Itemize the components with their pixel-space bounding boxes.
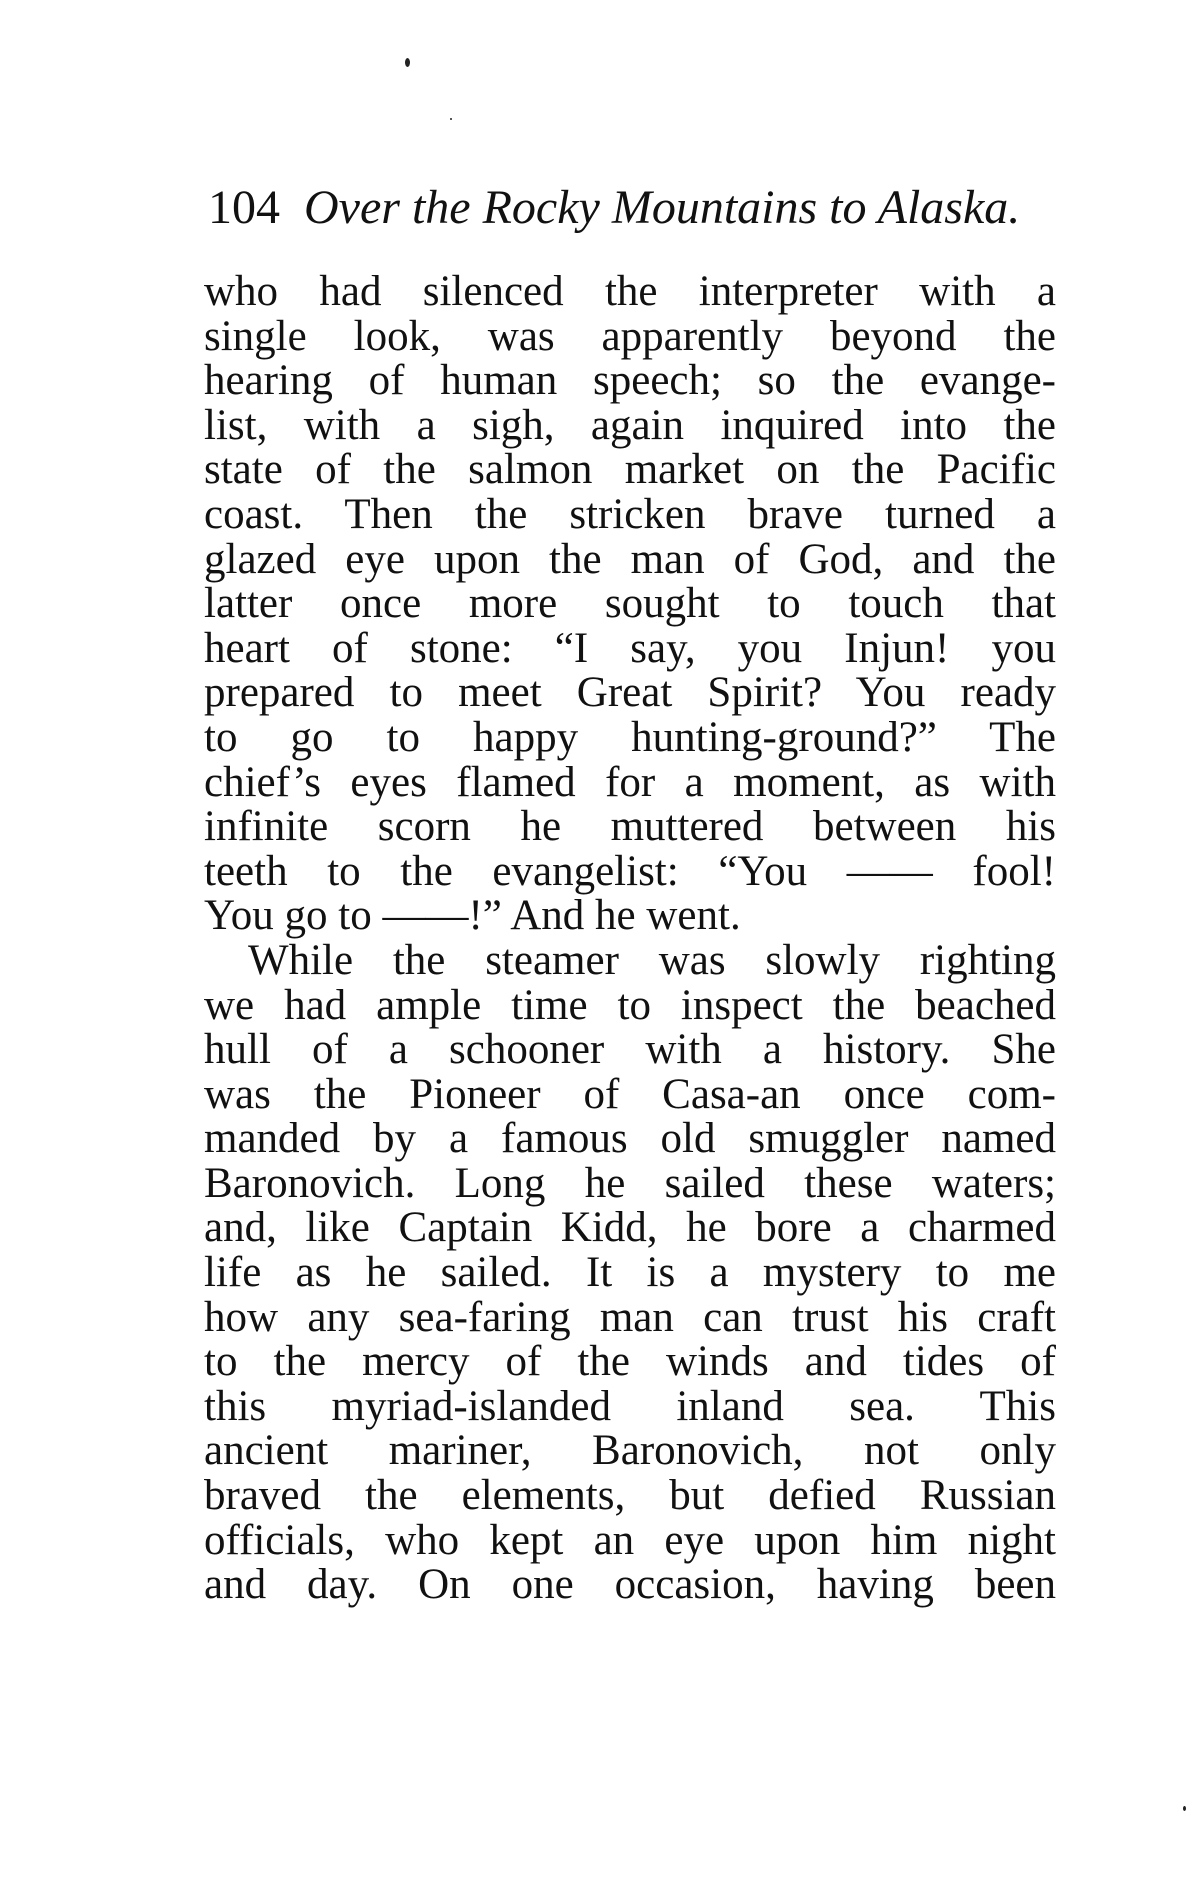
text-line: chief’s eyes flamed for a moment, as with	[204, 758, 1056, 806]
paragraph	[204, 936, 1056, 1609]
text-line: braved the elements, but defied Russian	[204, 1472, 1056, 1520]
text-line: heart of stone: “I say, you Injun! you	[204, 624, 1056, 672]
text-line: who had silenced the interpreter with a	[204, 268, 1056, 315]
text-line: to go to happy hunting-ground?” The	[204, 713, 1056, 761]
running-title: Over the Rocky Mountains to Alaska.	[304, 181, 1021, 234]
text-line: infinite scorn he muttered between his	[204, 803, 1056, 851]
text-line: we had ample time to inspect the beached	[204, 981, 1056, 1029]
text-line: teeth to the evangelist: “You —— fool!	[204, 847, 1056, 895]
print-speck	[405, 58, 410, 67]
text-line: While the steamer was slowly righting	[248, 936, 1056, 984]
text-line: ancient mariner, Baronovich, not only	[204, 1427, 1056, 1475]
print-speck	[1183, 1806, 1186, 1811]
text-line: You go to ——!” And he went.	[204, 892, 741, 940]
text-line: and, like Captain Kidd, he bore a charmed	[204, 1204, 1056, 1252]
text-line: hearing of human speech; so the evange-	[204, 357, 1056, 405]
text-line: to the mercy of the winds and tides of	[204, 1338, 1056, 1386]
text-line: Baronovich. Long he sailed these waters;	[204, 1159, 1056, 1207]
body-text	[204, 270, 1056, 1608]
text-line: hull of a schooner with a history. She	[204, 1026, 1056, 1074]
text-line: latter once more sought to touch that	[204, 580, 1056, 628]
text-line: glazed eye upon the man of God, and the	[204, 535, 1056, 583]
running-header	[208, 178, 1068, 238]
print-speck	[450, 118, 452, 120]
text-line: this myriad-islanded inland sea. This	[204, 1382, 1056, 1430]
text-line: and day. On one occasion, having been	[204, 1561, 1056, 1609]
page-number: 104	[208, 181, 280, 234]
text-line: officials, who kept an eye upon him night	[204, 1516, 1056, 1564]
paragraph	[204, 270, 1056, 939]
text-line: was the Pioneer of Casa-an once com-	[204, 1070, 1056, 1118]
text-line: prepared to meet Great Spirit? You ready	[204, 669, 1056, 717]
text-line: coast. Then the stricken brave turned a	[204, 490, 1056, 538]
text-line: single look, was apparently beyond the	[204, 312, 1056, 360]
text-line: manded by a famous old smuggler named	[204, 1115, 1056, 1163]
text-line: list, with a sigh, again inquired into the	[204, 401, 1056, 449]
text-line: life as he sailed. It is a mystery to me	[204, 1249, 1056, 1297]
text-line: how any sea-faring man can trust his craft	[204, 1293, 1056, 1341]
text-line: state of the salmon market on the Pacific	[204, 446, 1056, 494]
